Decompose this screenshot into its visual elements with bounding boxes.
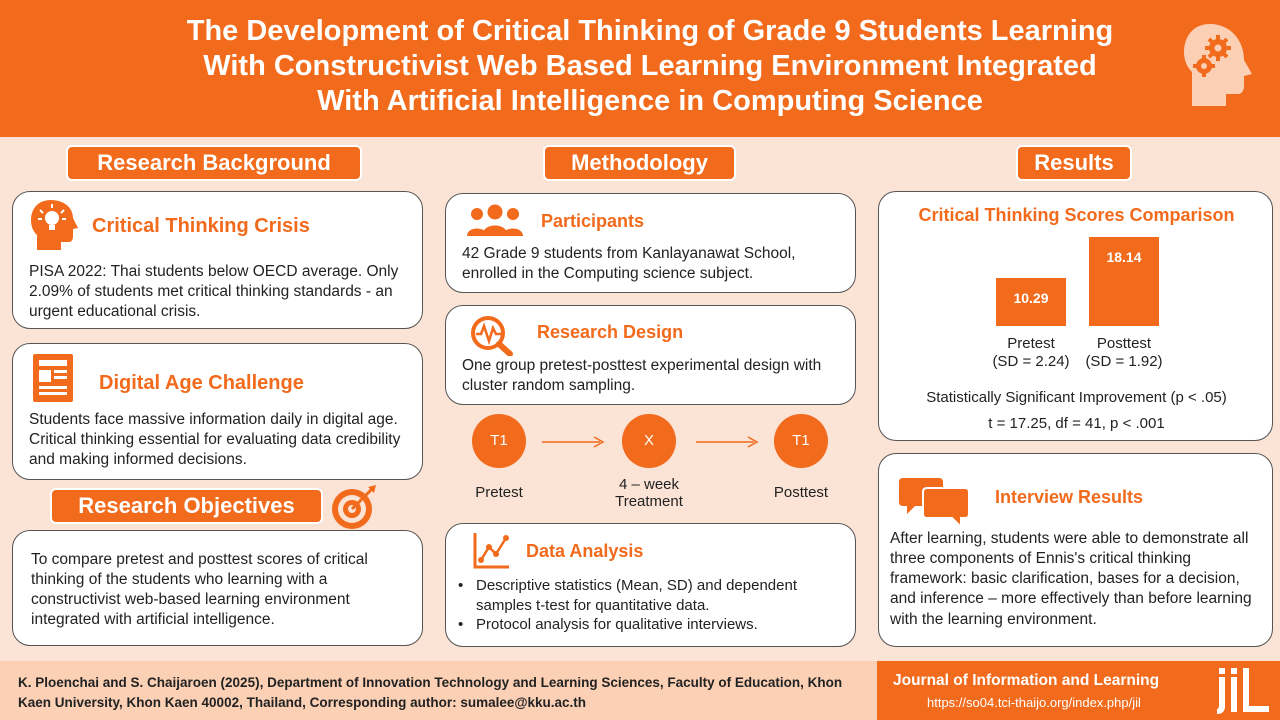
- card-body: After learning, students were able to demonstrate all three components of Ennis's critical thinking framework: basic clarification, bases for a decision, and inference – more effectively than before learning with the learning environment.: [890, 530, 1252, 628]
- newspaper-icon: [29, 352, 79, 404]
- journal-url[interactable]: https://so04.tci-thaijo.org/index.php/jil: [927, 695, 1141, 710]
- magnifier-pulse-icon: [468, 314, 524, 356]
- card-body: One group pretest-posttest experimental design with cluster random sampling.: [462, 357, 822, 395]
- flow-label-pretest: Pretest: [475, 484, 523, 501]
- group-icon: [466, 204, 524, 238]
- card-research-objectives: [12, 530, 423, 646]
- bar-label: Pretest (SD = 2.24): [992, 335, 1070, 370]
- flow-label-treatment: 4 – week Treatment: [615, 476, 683, 510]
- card-title: Data Analysis: [526, 541, 644, 561]
- target-icon: [330, 483, 378, 531]
- header-banner: [0, 0, 1280, 137]
- section-tab-results: Results: [1016, 145, 1132, 181]
- line-chart-icon: [472, 530, 512, 570]
- brain-gears-icon: [1180, 20, 1258, 110]
- bar-label: Posttest (SD = 1.92): [1085, 335, 1163, 370]
- poster-title: [110, 14, 1190, 118]
- card-interview-results: [878, 453, 1273, 647]
- footer-citation-bar: [0, 661, 877, 720]
- card-body: PISA 2022: Thai students below OECD average. Only 2.09% of students met critical thinking standards - an urgent educational crisis.: [29, 263, 399, 321]
- objectives-text: To compare pretest and posttest scores of critical thinking of the students who learning with a constructivist web-based learning environment integrated with artificial intelligence.: [31, 551, 368, 629]
- bar-posttest: 18.14: [1087, 235, 1161, 328]
- card-title: Research Design: [537, 322, 684, 342]
- list-item: • Protocol analysis for qualitative interviews.: [458, 615, 848, 635]
- card-research-design: [445, 305, 856, 405]
- chart-title: Critical Thinking Scores Comparison: [918, 205, 1235, 225]
- list-item: • Descriptive statistics (Mean, SD) and dependent samples t-test for quantitative data.: [458, 576, 848, 615]
- bar-pretest: 10.29: [994, 276, 1068, 328]
- footer-journal-bar: [877, 661, 1280, 720]
- card-digital-age-challenge: [12, 343, 423, 480]
- analysis-list: [458, 576, 848, 635]
- flow-label-posttest: Posttest: [773, 484, 829, 501]
- card-data-analysis: [445, 523, 856, 647]
- citation-text: K. Ploenchai and S. Chaijaroen (2025), Department of Innovation Technology and Learning Sciences, Faculty of Education, Khon Kaen University, Khon Kaen 40002, Thailand, Corresponding author: sumalee@kku.ac.th: [18, 675, 843, 710]
- title-line: With Artificial Intelligence in Computing Science: [317, 84, 983, 117]
- card-title: Digital Age Challenge: [99, 372, 304, 394]
- title-line: With Constructivist Web Based Learning Environment Integrated: [203, 49, 1097, 82]
- section-tab-background: Research Background: [66, 145, 362, 181]
- flow-node-treatment: X: [622, 414, 676, 468]
- flow-node-posttest: T1: [774, 414, 828, 468]
- test-statistics: t = 17.25, df = 41, p < .001: [988, 415, 1165, 432]
- section-tab-objectives: Research Objectives: [50, 488, 323, 524]
- card-title: Participants: [541, 211, 645, 231]
- chat-bubbles-icon: [899, 474, 971, 530]
- card-title: Critical Thinking Crisis: [92, 215, 310, 237]
- card-participants: [445, 193, 856, 293]
- card-title: Interview Results: [995, 487, 1144, 507]
- flow-arrow: [540, 434, 608, 450]
- card-scores-comparison: [878, 191, 1273, 441]
- head-lightbulb-icon: [29, 198, 79, 252]
- journal-name: Journal of Information and Learning: [893, 672, 1160, 689]
- flow-arrow: [694, 434, 762, 450]
- significance-text: Statistically Significant Improvement (p < .05): [926, 389, 1227, 406]
- card-body: 42 Grade 9 students from Kanlayanawat School, enrolled in the Computing science subject.: [462, 245, 796, 283]
- journal-logo: [1217, 664, 1273, 718]
- flow-node-pretest: T1: [472, 414, 526, 468]
- title-line: The Development of Critical Thinking of Grade 9 Students Learning: [186, 15, 1114, 47]
- card-critical-thinking-crisis: [12, 191, 423, 329]
- card-body: Students face massive information daily in digital age. Critical thinking essential for evaluating data credibility and making informed decisions.: [29, 411, 401, 469]
- section-tab-methodology: Methodology: [543, 145, 736, 181]
